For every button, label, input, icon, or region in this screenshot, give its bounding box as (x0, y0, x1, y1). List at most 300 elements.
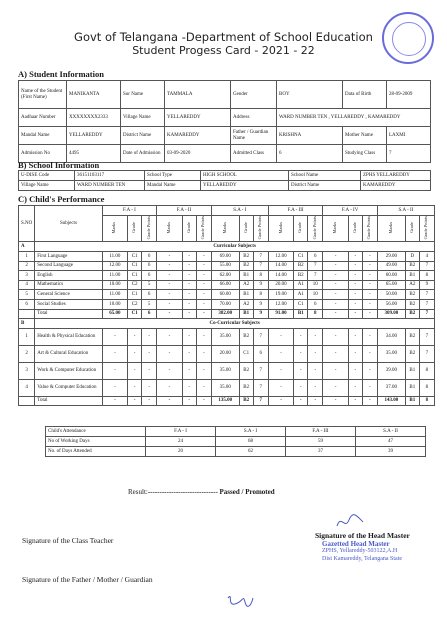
score-cell: - (308, 362, 323, 379)
score-cell: B2 (239, 252, 253, 262)
section-title: Co-Curricular Subjects (35, 319, 435, 329)
column-header-marks (102, 215, 128, 242)
label: Aadhaar Number (19, 109, 67, 127)
table-row (19, 290, 435, 300)
score-cell: 7 (308, 261, 323, 271)
score-cell: B2 (405, 328, 419, 345)
exam-header: F.A - III (268, 206, 323, 216)
score-cell: B2 (239, 362, 253, 379)
section-c-heading: C) Child's Performance (18, 194, 105, 204)
score-cell: - (362, 362, 377, 379)
school-district: KAMAREDDY (361, 181, 431, 191)
score-cell: C1 (239, 345, 253, 362)
label: Address (231, 109, 277, 127)
label: Mandal Name (145, 181, 201, 191)
score-cell: B2 (294, 261, 308, 271)
score-cell: - (182, 379, 196, 396)
score-cell: - (196, 396, 211, 406)
label: Sur Name (121, 81, 165, 109)
score-cell: 35.00 (211, 362, 239, 379)
score-cell: B1 (239, 290, 253, 300)
column-header-text: Grade (242, 221, 248, 233)
label: Data of Birth (343, 81, 387, 109)
parent-handwritten-signature (225, 592, 255, 610)
score-cell: - (182, 396, 196, 406)
score-cell: B2 (405, 345, 419, 362)
score-cell: 37.00 (377, 379, 405, 396)
attended-days: 39 (356, 447, 426, 457)
sno-cell (19, 309, 35, 319)
score-cell: 20.00 (211, 345, 239, 362)
sno-cell: 3 (19, 362, 35, 379)
section-b-heading: B) School Information (18, 160, 100, 170)
score-cell: - (362, 290, 377, 300)
score-cell: 9 (253, 300, 268, 310)
column-header-gradepts (196, 215, 211, 242)
column-header-marks (323, 215, 349, 242)
score-cell: 7 (419, 290, 434, 300)
subject-cell: Second Language (35, 261, 102, 271)
exam-header: F.A - IV (323, 206, 378, 216)
subjects-header: Subjects (35, 206, 102, 242)
school-seal-icon (382, 12, 434, 64)
working-days: 59 (286, 437, 356, 447)
score-cell: 39.00 (377, 362, 405, 379)
score-cell: - (128, 345, 142, 362)
section-row (19, 242, 435, 252)
score-cell: 19.00 (268, 290, 294, 300)
father: KRISHNA (277, 127, 343, 145)
score-cell: 11.00 (102, 271, 128, 281)
score-cell: - (268, 345, 294, 362)
column-header-text: Grade (351, 221, 357, 233)
table-row (19, 252, 435, 262)
score-cell: 29.00 (377, 252, 405, 262)
column-header-text: Marks (387, 221, 393, 234)
score-cell: C1 (128, 252, 142, 262)
score-cell: 7 (253, 362, 268, 379)
column-header-gradepts (142, 215, 157, 242)
exam-header: F.A - I (102, 206, 157, 216)
subject-cell: Value & Computer Education (35, 379, 102, 396)
score-cell: - (294, 362, 308, 379)
score-cell: - (157, 290, 183, 300)
column-header-text: Marks (277, 221, 283, 234)
table-row (19, 345, 435, 362)
score-cell: 4 (419, 252, 434, 262)
score-cell: 7 (253, 396, 268, 406)
score-cell: - (157, 379, 183, 396)
exam-header: S.A - I (211, 206, 268, 216)
score-cell: B1 (405, 362, 419, 379)
score-cell: - (196, 252, 211, 262)
score-cell: 7 (419, 261, 434, 271)
stamp-line: Gazetted Head Master (322, 540, 390, 548)
score-cell: - (102, 328, 128, 345)
score-cell: - (142, 396, 157, 406)
score-cell: 7 (253, 261, 268, 271)
student-name: MANIKANTA (67, 81, 121, 109)
sno-cell: 6 (19, 300, 35, 310)
attendance-header: S.A - I (216, 427, 286, 437)
score-cell: - (348, 280, 362, 290)
score-cell: - (362, 379, 377, 396)
column-header-text: Grade (185, 221, 191, 233)
column-header-marks (377, 215, 405, 242)
school-type: HIGH SCHOOL (201, 171, 289, 181)
column-header-grade (128, 215, 142, 242)
score-cell: 6 (142, 252, 157, 262)
column-header-text: Grade Points (423, 215, 429, 239)
score-cell: - (323, 379, 349, 396)
column-header-grade (294, 215, 308, 242)
score-cell: - (323, 252, 349, 262)
attendance-header: S.A - II (356, 427, 426, 437)
school-mandal: YELLAREDDY (201, 181, 289, 191)
table-row (19, 328, 435, 345)
score-cell: 6 (308, 252, 323, 262)
score-cell: B1 (239, 271, 253, 281)
admission-no: 4495 (67, 145, 121, 163)
score-cell: - (294, 396, 308, 406)
score-cell: - (196, 328, 211, 345)
table-row (19, 379, 435, 396)
score-cell: 35.00 (377, 345, 405, 362)
village: YELLAREDDY (165, 109, 231, 127)
attendance-header: F.A - I (146, 427, 216, 437)
score-cell: - (157, 252, 183, 262)
subject-cell: First Language (35, 252, 102, 262)
score-cell: - (362, 396, 377, 406)
label: U-DISE Code (19, 171, 75, 181)
score-cell: 309.00 (377, 309, 405, 319)
score-cell: - (157, 362, 183, 379)
score-cell: - (348, 261, 362, 271)
score-cell: - (362, 309, 377, 319)
table-row (19, 261, 435, 271)
attended-days: 37 (286, 447, 356, 457)
score-cell: - (348, 345, 362, 362)
score-cell: 14.00 (268, 271, 294, 281)
score-cell: - (182, 252, 196, 262)
score-cell: - (268, 362, 294, 379)
sno-cell: 2 (19, 261, 35, 271)
score-cell: 6 (308, 300, 323, 310)
score-cell: 70.00 (211, 300, 239, 310)
aadhaar: XXXXXXXX2333 (67, 109, 121, 127)
column-header-gradepts (419, 215, 434, 242)
column-header-text: Grade Points (257, 215, 263, 239)
score-cell: - (196, 280, 211, 290)
label: Admission No (19, 145, 67, 163)
score-cell: - (157, 261, 183, 271)
sno-cell: 1 (19, 252, 35, 262)
score-cell: - (268, 396, 294, 406)
score-cell: - (362, 261, 377, 271)
score-cell: - (182, 328, 196, 345)
score-cell: 34.00 (377, 328, 405, 345)
score-cell: - (182, 261, 196, 271)
column-header-gradepts (253, 215, 268, 242)
column-header-grade (348, 215, 362, 242)
table-row (19, 362, 435, 379)
working-days-label: No of Working Days (46, 437, 146, 447)
score-cell: 135.00 (211, 396, 239, 406)
score-cell: B1 (405, 396, 419, 406)
label: School Name (289, 171, 361, 181)
score-cell: 7 (253, 379, 268, 396)
section-title: Curricular Subjects (35, 242, 435, 252)
score-cell: 56.00 (377, 300, 405, 310)
score-cell: 6 (142, 261, 157, 271)
label: Studying Class (343, 145, 387, 163)
score-cell: 7 (419, 328, 434, 345)
score-cell: - (323, 362, 349, 379)
attended-days: 20 (146, 447, 216, 457)
student-info-table (18, 80, 431, 163)
score-cell: B2 (239, 379, 253, 396)
score-cell: - (142, 362, 157, 379)
score-cell: 7 (419, 300, 434, 310)
column-header-text: Marks (111, 221, 117, 234)
subject-cell: Health & Physical Education (35, 328, 102, 345)
score-cell: B2 (239, 396, 253, 406)
score-cell: 60.00 (211, 290, 239, 300)
working-days: 68 (216, 437, 286, 447)
score-cell: - (102, 379, 128, 396)
sno-cell: 1 (19, 328, 35, 345)
score-cell: - (348, 300, 362, 310)
score-cell: - (294, 345, 308, 362)
column-header-text: Grade Points (366, 215, 372, 239)
sno-cell: 2 (19, 345, 35, 362)
sno-cell: 4 (19, 280, 35, 290)
score-cell: 10 (308, 290, 323, 300)
score-cell: - (182, 300, 196, 310)
school-name: ZPHS YELLAREDDY (361, 171, 431, 181)
district: KAMAREDDY (165, 127, 231, 145)
score-cell: 8 (419, 379, 434, 396)
score-cell: 12.00 (268, 300, 294, 310)
score-cell: - (308, 328, 323, 345)
attendance-header: Child's Attendance (46, 427, 146, 437)
subject-cell: Work & Computer Education (35, 362, 102, 379)
total-row (19, 309, 435, 319)
score-cell: A2 (239, 280, 253, 290)
score-cell: - (128, 379, 142, 396)
score-cell: - (348, 252, 362, 262)
score-cell: - (182, 290, 196, 300)
table-row (19, 280, 435, 290)
performance-table (18, 205, 435, 406)
score-cell: 6 (253, 345, 268, 362)
score-cell: - (294, 328, 308, 345)
label: School Type (145, 171, 201, 181)
label: Father / Guardian Name (231, 127, 277, 145)
score-cell: B2 (239, 261, 253, 271)
score-cell: - (308, 396, 323, 406)
score-cell: 66.00 (211, 280, 239, 290)
mandal: YELLAREDDY (67, 127, 121, 145)
section-a-heading: A) Student Information (18, 69, 104, 79)
score-cell: 55.00 (211, 261, 239, 271)
score-cell: - (323, 396, 349, 406)
sno-cell: 4 (19, 379, 35, 396)
score-cell: B2 (294, 271, 308, 281)
score-cell: 143.00 (377, 396, 405, 406)
score-cell: B1 (405, 379, 419, 396)
score-cell: - (182, 345, 196, 362)
column-header-text: Grade Points (200, 215, 206, 239)
score-cell: - (348, 290, 362, 300)
score-cell: - (157, 300, 183, 310)
udise: 36151103117 (75, 171, 145, 181)
score-cell: B2 (405, 290, 419, 300)
subject-cell: Art & Cultural Education (35, 345, 102, 362)
exam-header: S.A - II (377, 206, 434, 216)
score-cell: C1 (128, 309, 142, 319)
label: Admitted Class (231, 145, 277, 163)
score-cell: - (102, 362, 128, 379)
label: District Name (121, 127, 165, 145)
score-cell: 35.00 (211, 328, 239, 345)
school-info-table (18, 170, 431, 191)
score-cell: 11.00 (102, 290, 128, 300)
score-cell: 50.00 (377, 290, 405, 300)
score-cell: - (308, 345, 323, 362)
attendance-table (45, 426, 426, 457)
score-cell: - (182, 271, 196, 281)
school-village: WARD NUMBER TEN (75, 181, 145, 191)
score-cell: - (323, 290, 349, 300)
score-cell: - (294, 379, 308, 396)
label: Village Name (121, 109, 165, 127)
score-cell: 10.00 (102, 300, 128, 310)
score-cell: - (268, 379, 294, 396)
label: Mother Name (343, 127, 387, 145)
score-cell: - (182, 280, 196, 290)
label: Gender (231, 81, 277, 109)
column-header-gradepts (362, 215, 377, 242)
score-cell: 35.00 (211, 379, 239, 396)
score-cell: - (157, 345, 183, 362)
attended-days-label: No. of Days Attended (46, 447, 146, 457)
score-cell: 14.00 (268, 261, 294, 271)
result-line: Result:------------------------------ Passed / Promoted (128, 488, 275, 496)
score-cell: 6 (142, 271, 157, 281)
column-header-grade (405, 215, 419, 242)
score-cell: - (142, 379, 157, 396)
column-header-grade (239, 215, 253, 242)
score-cell: 9 (253, 280, 268, 290)
score-cell: - (348, 271, 362, 281)
score-cell: - (157, 271, 183, 281)
score-cell: - (323, 261, 349, 271)
page-title: Govt of Telangana -Department of School Education (74, 30, 373, 44)
subject-cell: Total (35, 309, 102, 319)
column-header-marks (268, 215, 294, 242)
section-letter: A (19, 242, 35, 252)
column-header-text: Grade Points (145, 215, 151, 239)
table-row (19, 300, 435, 310)
score-cell: - (348, 396, 362, 406)
score-cell: B2 (239, 328, 253, 345)
score-cell: 91.00 (268, 309, 294, 319)
column-header-marks (157, 215, 183, 242)
studying-class: 7 (387, 145, 431, 163)
score-cell: - (196, 300, 211, 310)
subject-cell: Social Studies (35, 300, 102, 310)
result-value: Passed / Promoted (219, 488, 275, 496)
sno-cell: 3 (19, 271, 35, 281)
score-cell: 12.00 (268, 252, 294, 262)
column-header-marks (211, 215, 239, 242)
score-cell: - (348, 362, 362, 379)
stamp-line: ZPHS, Yellareddy-503122,A.H (322, 548, 398, 555)
score-cell: B2 (405, 309, 419, 319)
column-header-text: Marks (332, 221, 338, 234)
score-cell: A2 (405, 280, 419, 290)
subject-cell: General Science (35, 290, 102, 300)
exam-header: F.A - II (157, 206, 212, 216)
score-cell: 49.00 (377, 261, 405, 271)
score-cell: - (323, 309, 349, 319)
column-header-text: Grade (408, 221, 414, 233)
score-cell: - (362, 300, 377, 310)
score-cell: 10 (308, 280, 323, 290)
score-cell: - (102, 345, 128, 362)
score-cell: A1 (294, 280, 308, 290)
column-header-grade (182, 215, 196, 242)
head-master-handwritten-signature (335, 512, 365, 532)
score-cell: 12.00 (102, 261, 128, 271)
score-cell: 8 (419, 396, 434, 406)
score-cell: - (182, 362, 196, 379)
section-letter: B (19, 319, 35, 329)
label: District Name (289, 181, 361, 191)
score-cell: B1 (405, 271, 419, 281)
score-cell: - (196, 290, 211, 300)
column-header-text: Grade (297, 221, 303, 233)
gender: BOY (277, 81, 343, 109)
score-cell: B2 (405, 300, 419, 310)
score-cell: - (348, 309, 362, 319)
score-cell: - (128, 396, 142, 406)
score-cell: 20.00 (268, 280, 294, 290)
score-cell: - (323, 300, 349, 310)
score-cell: 6 (142, 290, 157, 300)
score-cell: - (323, 280, 349, 290)
score-cell: 5 (142, 300, 157, 310)
score-cell: - (308, 379, 323, 396)
score-cell: 8 (253, 290, 268, 300)
score-cell: - (157, 309, 183, 319)
score-cell: 382.00 (211, 309, 239, 319)
score-cell: 9 (253, 309, 268, 319)
column-header-text: Grade (131, 221, 137, 233)
score-cell: 8 (253, 271, 268, 281)
score-cell: - (362, 345, 377, 362)
score-cell: 10.00 (102, 280, 128, 290)
subject-cell: Mathematics (35, 280, 102, 290)
score-cell: - (196, 362, 211, 379)
column-header-text: Marks (166, 221, 172, 234)
label: Mandal Name (19, 127, 67, 145)
stamp-line: Dist Kamareddy, Telangana State (322, 555, 403, 562)
score-cell: B1 (239, 309, 253, 319)
score-cell: 60.00 (377, 271, 405, 281)
score-cell: - (157, 396, 183, 406)
